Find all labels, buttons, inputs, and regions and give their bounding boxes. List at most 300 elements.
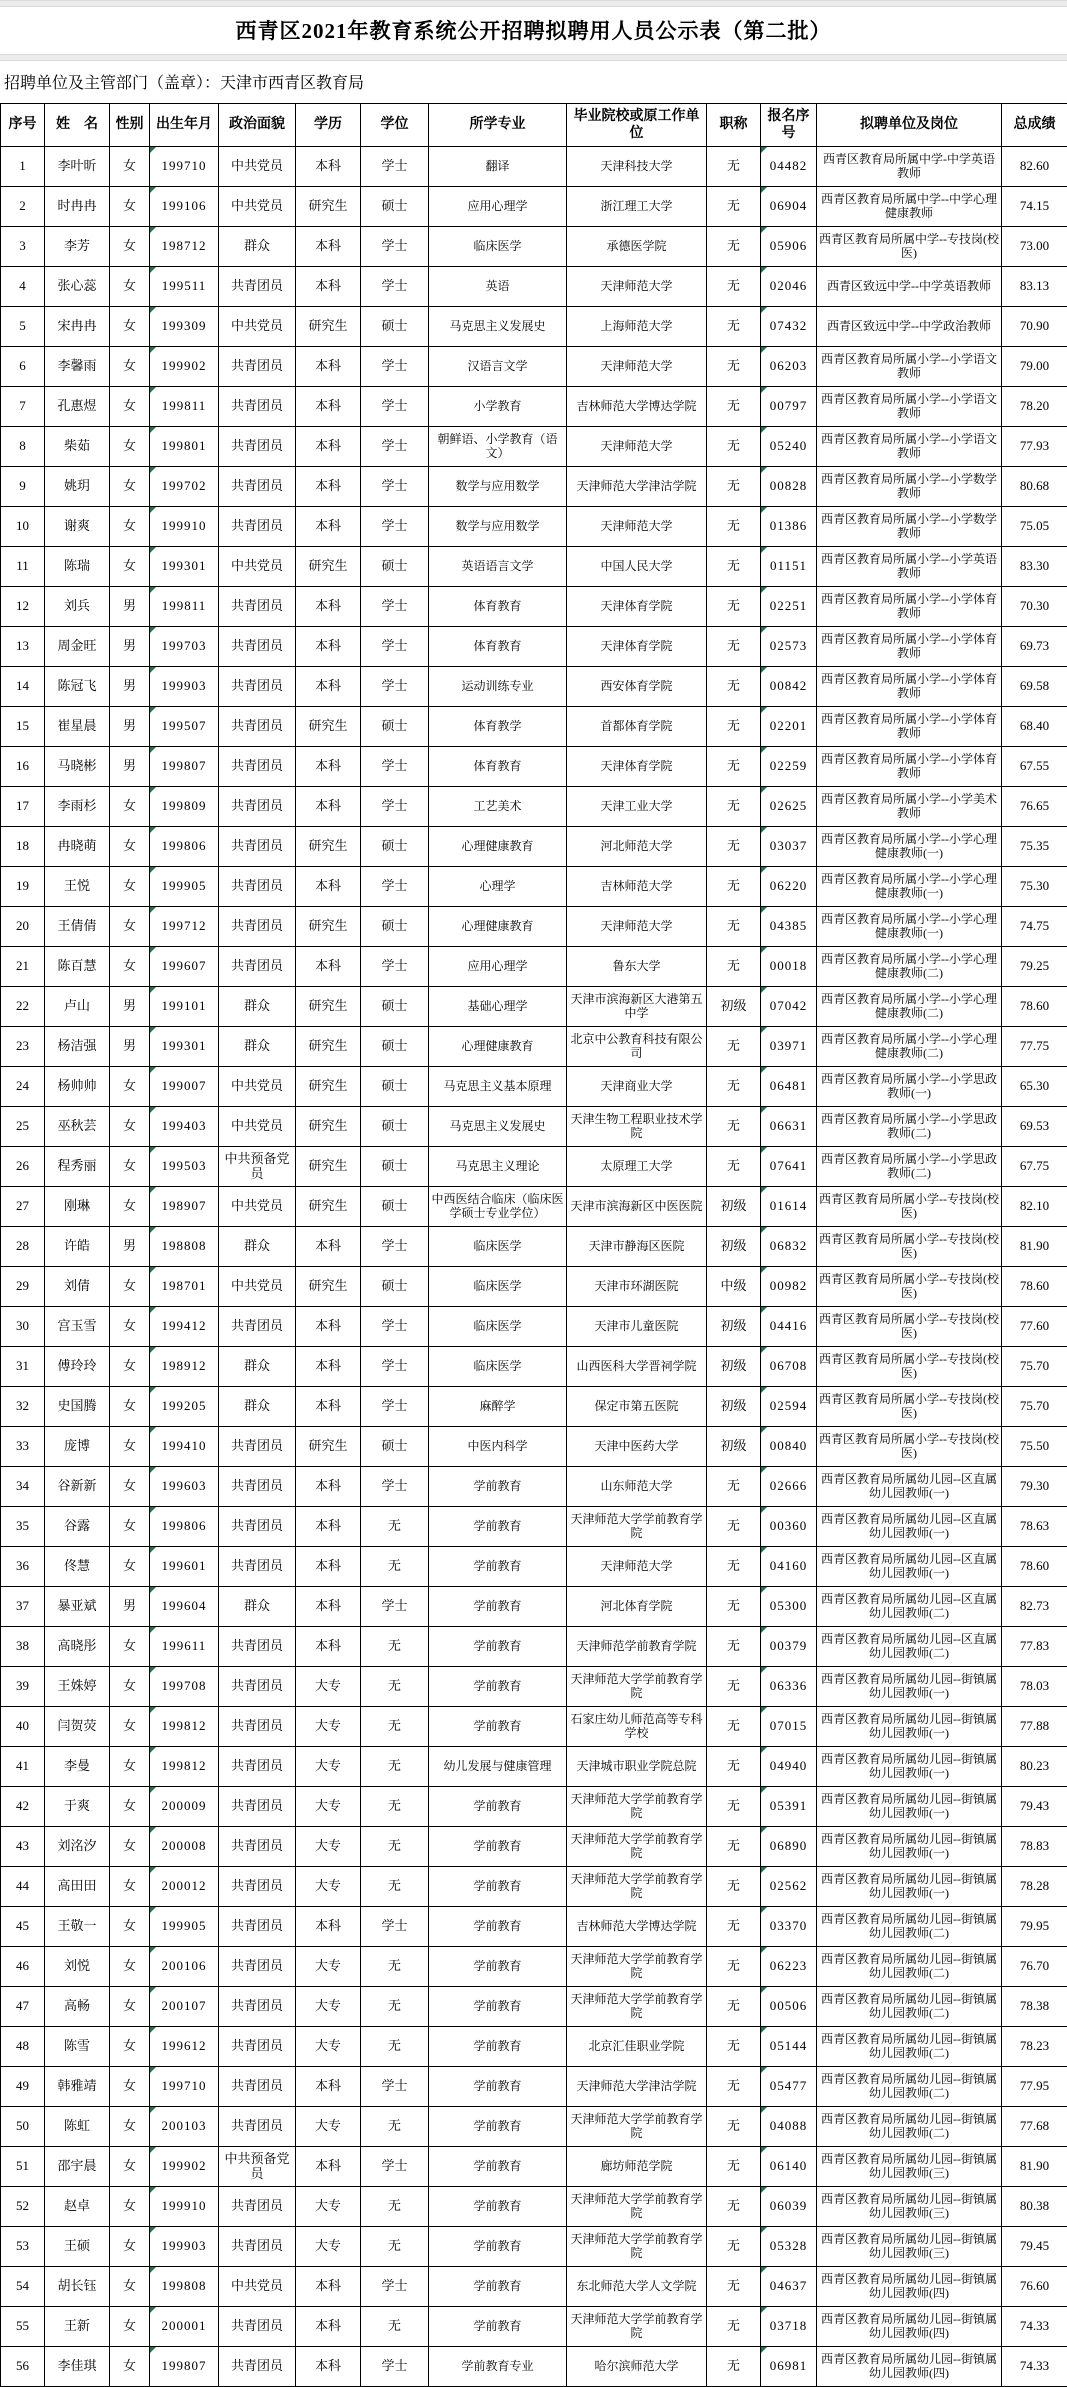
table-row — [1, 1587, 1067, 1627]
cell-degree: 学士 — [361, 2267, 429, 2307]
cell-school: 天津师范大学学前教育学院 — [567, 2227, 707, 2267]
page-title: 西青区2021年教育系统公开招聘拟聘用人员公示表（第二批） — [0, 7, 1067, 54]
cell-title: 无 — [707, 1867, 761, 1907]
cell-degree: 学士 — [361, 627, 429, 667]
cell-party: 共青团员 — [219, 2187, 296, 2227]
cell-degree: 无 — [361, 1747, 429, 1787]
cell-gender: 女 — [110, 2267, 150, 2307]
cell-serial: 05477 — [761, 2067, 817, 2107]
cell-position: 西青区教育局所属幼儿园--街镇属幼儿园教师(一) — [817, 1707, 1002, 1747]
cell-degree: 硕士 — [361, 1187, 429, 1227]
cell-gender: 女 — [110, 2187, 150, 2227]
cell-school: 太原理工大学 — [567, 1147, 707, 1187]
cell-position: 西青区教育局所属小学--小学美术教师 — [817, 787, 1002, 827]
cell-score: 67.75 — [1002, 1147, 1067, 1187]
table-row — [1, 227, 1067, 267]
cell-seq: 28 — [1, 1227, 45, 1267]
cell-degree: 硕士 — [361, 1427, 429, 1467]
cell-party: 群众 — [219, 1387, 296, 1427]
cell-gender: 女 — [110, 787, 150, 827]
cell-title: 无 — [707, 347, 761, 387]
column-header-gender: 性别 — [110, 104, 150, 147]
cell-name: 陈百慧 — [45, 947, 110, 987]
cell-title: 无 — [707, 267, 761, 307]
cell-party: 共青团员 — [219, 347, 296, 387]
cell-seq: 11 — [1, 547, 45, 587]
cell-title: 无 — [707, 1467, 761, 1507]
cell-gender: 女 — [110, 427, 150, 467]
cell-major: 学前教育 — [429, 1987, 567, 2027]
cell-education: 本科 — [296, 387, 361, 427]
cell-seq: 46 — [1, 1947, 45, 1987]
cell-serial: 02625 — [761, 787, 817, 827]
cell-degree: 学士 — [361, 427, 429, 467]
cell-serial: 06223 — [761, 1947, 817, 1987]
cell-party: 中共党员 — [219, 307, 296, 347]
cell-party: 共青团员 — [219, 1747, 296, 1787]
cell-birth: 199811 — [150, 587, 219, 627]
column-header-title: 职称 — [707, 104, 761, 147]
cell-score: 77.68 — [1002, 2107, 1067, 2147]
cell-score: 79.43 — [1002, 1787, 1067, 1827]
cell-position: 西青区教育局所属中学-中学英语教师 — [817, 147, 1002, 187]
cell-score: 79.25 — [1002, 947, 1067, 987]
cell-seq: 35 — [1, 1507, 45, 1547]
cell-name: 谢爽 — [45, 507, 110, 547]
cell-birth: 200103 — [150, 2107, 219, 2147]
cell-education: 本科 — [296, 227, 361, 267]
cell-title: 初级 — [707, 1347, 761, 1387]
table-row — [1, 1307, 1067, 1347]
table-row — [1, 707, 1067, 747]
cell-party: 群众 — [219, 1347, 296, 1387]
cell-seq: 32 — [1, 1387, 45, 1427]
table-row — [1, 2027, 1067, 2067]
cell-score: 79.45 — [1002, 2227, 1067, 2267]
cell-position: 西青区教育局所属小学--小学体育教师 — [817, 627, 1002, 667]
cell-gender: 女 — [110, 1667, 150, 1707]
cell-party: 中共党员 — [219, 1067, 296, 1107]
cell-name: 暴亚斌 — [45, 1587, 110, 1627]
cell-degree: 学士 — [361, 1387, 429, 1427]
cell-seq: 38 — [1, 1627, 45, 1667]
cell-position: 西青区教育局所属小学--专技岗(校医) — [817, 1307, 1002, 1347]
table-row — [1, 867, 1067, 907]
cell-major: 心理健康教育 — [429, 827, 567, 867]
cell-major: 学前教育 — [429, 2187, 567, 2227]
cell-gender: 女 — [110, 467, 150, 507]
table-row — [1, 1947, 1067, 1987]
cell-major: 朝鲜语、小学教育（语文） — [429, 427, 567, 467]
cell-education: 本科 — [296, 2347, 361, 2387]
cell-party: 中共预备党员 — [219, 2147, 296, 2187]
cell-birth: 199603 — [150, 1467, 219, 1507]
cell-seq: 12 — [1, 587, 45, 627]
cell-major: 马克思主义发展史 — [429, 307, 567, 347]
column-header-birth: 出生年月 — [150, 104, 219, 147]
cell-gender: 男 — [110, 1587, 150, 1627]
cell-party: 共青团员 — [219, 947, 296, 987]
cell-major: 汉语言文学 — [429, 347, 567, 387]
cell-title: 无 — [707, 867, 761, 907]
table-row — [1, 347, 1067, 387]
cell-score: 81.90 — [1002, 1227, 1067, 1267]
cell-party: 共青团员 — [219, 1667, 296, 1707]
cell-birth: 199905 — [150, 867, 219, 907]
cell-name: 王敬一 — [45, 1907, 110, 1947]
cell-serial: 05328 — [761, 2227, 817, 2267]
cell-degree: 学士 — [361, 2067, 429, 2107]
cell-serial: 06832 — [761, 1227, 817, 1267]
cell-title: 无 — [707, 2067, 761, 2107]
cell-gender: 女 — [110, 1507, 150, 1547]
cell-major: 英语 — [429, 267, 567, 307]
cell-position: 西青区教育局所属小学--小学语文教师 — [817, 347, 1002, 387]
cell-education: 研究生 — [296, 1267, 361, 1307]
cell-party: 共青团员 — [219, 1467, 296, 1507]
column-header-seq: 序号 — [1, 104, 45, 147]
cell-party: 中共党员 — [219, 187, 296, 227]
cell-serial: 05300 — [761, 1587, 817, 1627]
cell-major: 数学与应用数学 — [429, 467, 567, 507]
cell-score: 78.20 — [1002, 387, 1067, 427]
cell-birth: 199106 — [150, 187, 219, 227]
cell-name: 程秀丽 — [45, 1147, 110, 1187]
cell-education: 本科 — [296, 1627, 361, 1667]
cell-gender: 男 — [110, 987, 150, 1027]
cell-title: 无 — [707, 2267, 761, 2307]
table-row — [1, 2307, 1067, 2347]
cell-seq: 55 — [1, 2307, 45, 2347]
cell-degree: 硕士 — [361, 827, 429, 867]
table-row — [1, 187, 1067, 227]
cell-name: 史国腾 — [45, 1387, 110, 1427]
cell-name: 王新 — [45, 2307, 110, 2347]
cell-title: 无 — [707, 1587, 761, 1627]
cell-position: 西青区教育局所属小学--小学心理健康教师(一) — [817, 827, 1002, 867]
cell-serial: 03971 — [761, 1027, 817, 1067]
cell-title: 无 — [707, 2107, 761, 2147]
cell-birth: 199101 — [150, 987, 219, 1027]
cell-birth: 199703 — [150, 627, 219, 667]
cell-major: 学前教育 — [429, 1467, 567, 1507]
cell-title: 无 — [707, 1547, 761, 1587]
cell-degree: 无 — [361, 1667, 429, 1707]
cell-school: 首都体育学院 — [567, 707, 707, 747]
cell-seq: 27 — [1, 1187, 45, 1227]
cell-seq: 43 — [1, 1827, 45, 1867]
cell-birth: 199808 — [150, 2267, 219, 2307]
cell-title: 无 — [707, 827, 761, 867]
cell-title: 无 — [707, 2147, 761, 2187]
cell-title: 初级 — [707, 1187, 761, 1227]
table-row — [1, 667, 1067, 707]
cell-birth: 199710 — [150, 2067, 219, 2107]
cell-serial: 06904 — [761, 187, 817, 227]
cell-party: 共青团员 — [219, 667, 296, 707]
cell-school: 天津师范大学学前教育学院 — [567, 1827, 707, 1867]
cell-name: 崔星晨 — [45, 707, 110, 747]
table-row — [1, 1707, 1067, 1747]
cell-school: 天津市环湖医院 — [567, 1267, 707, 1307]
cell-score: 70.90 — [1002, 307, 1067, 347]
cell-name: 陈雪 — [45, 2027, 110, 2067]
cell-degree: 无 — [361, 1827, 429, 1867]
cell-major: 学前教育 — [429, 1827, 567, 1867]
cell-birth: 200008 — [150, 1827, 219, 1867]
column-header-degree: 学位 — [361, 104, 429, 147]
cell-school: 天津城市职业学院总院 — [567, 1747, 707, 1787]
cell-name: 刘洺汐 — [45, 1827, 110, 1867]
cell-school: 廊坊师范学院 — [567, 2147, 707, 2187]
cell-title: 无 — [707, 667, 761, 707]
cell-school: 天津体育学院 — [567, 587, 707, 627]
cell-major: 数学与应用数学 — [429, 507, 567, 547]
cell-degree: 硕士 — [361, 547, 429, 587]
cell-party: 共青团员 — [219, 2027, 296, 2067]
cell-education: 本科 — [296, 867, 361, 907]
cell-score: 75.50 — [1002, 1427, 1067, 1467]
cell-serial: 00506 — [761, 1987, 817, 2027]
cell-school: 天津师范大学学前教育学院 — [567, 2107, 707, 2147]
cell-score: 82.10 — [1002, 1187, 1067, 1227]
cell-name: 李曼 — [45, 1747, 110, 1787]
cell-serial: 04160 — [761, 1547, 817, 1587]
cell-score: 75.70 — [1002, 1387, 1067, 1427]
cell-title: 无 — [707, 147, 761, 187]
cell-education: 大专 — [296, 1987, 361, 2027]
cell-birth: 199806 — [150, 1507, 219, 1547]
cell-birth: 199910 — [150, 2187, 219, 2227]
table-row — [1, 907, 1067, 947]
cell-title: 无 — [707, 187, 761, 227]
cell-education: 本科 — [296, 347, 361, 387]
cell-title: 无 — [707, 947, 761, 987]
table-row — [1, 1867, 1067, 1907]
cell-school: 天津师范大学 — [567, 267, 707, 307]
cell-party: 中共党员 — [219, 1267, 296, 1307]
cell-position: 西青区教育局所属中学--专技岗(校医) — [817, 227, 1002, 267]
cell-gender: 女 — [110, 1827, 150, 1867]
cell-position: 西青区教育局所属小学--专技岗(校医) — [817, 1187, 1002, 1227]
cell-position: 西青区教育局所属小学--小学思政教师(二) — [817, 1147, 1002, 1187]
cell-school: 浙江理工大学 — [567, 187, 707, 227]
cell-party: 共青团员 — [219, 1627, 296, 1667]
cell-position: 西青区教育局所属幼儿园--街镇属幼儿园教师(一) — [817, 1867, 1002, 1907]
cell-party: 中共党员 — [219, 547, 296, 587]
cell-serial: 02666 — [761, 1467, 817, 1507]
cell-gender: 女 — [110, 947, 150, 987]
cell-title: 无 — [707, 707, 761, 747]
cell-birth: 200009 — [150, 1787, 219, 1827]
cell-education: 大专 — [296, 2027, 361, 2067]
cell-position: 西青区教育局所属小学--专技岗(校医) — [817, 1227, 1002, 1267]
cell-seq: 47 — [1, 1987, 45, 2027]
cell-serial: 02562 — [761, 1867, 817, 1907]
cell-name: 马晓彬 — [45, 747, 110, 787]
cell-name: 刚琳 — [45, 1187, 110, 1227]
cell-seq: 42 — [1, 1787, 45, 1827]
cell-title: 无 — [707, 1827, 761, 1867]
cell-score: 80.68 — [1002, 467, 1067, 507]
cell-school: 天津师范大学学前教育学院 — [567, 1667, 707, 1707]
cell-serial: 04416 — [761, 1307, 817, 1347]
cell-position: 西青区教育局所属幼儿园--街镇属幼儿园教师(一) — [817, 1747, 1002, 1787]
table-row — [1, 2107, 1067, 2147]
cell-degree: 硕士 — [361, 987, 429, 1027]
table-row — [1, 1427, 1067, 1467]
cell-degree: 学士 — [361, 467, 429, 507]
cell-major: 应用心理学 — [429, 187, 567, 227]
cell-seq: 39 — [1, 1667, 45, 1707]
cell-name: 李芳 — [45, 227, 110, 267]
cell-serial: 01151 — [761, 547, 817, 587]
cell-name: 李佳琪 — [45, 2347, 110, 2387]
cell-score: 78.03 — [1002, 1667, 1067, 1707]
cell-gender: 男 — [110, 667, 150, 707]
cell-school: 中国人民大学 — [567, 547, 707, 587]
cell-education: 本科 — [296, 1307, 361, 1347]
column-header-name: 姓 名 — [45, 104, 110, 147]
cell-seq: 54 — [1, 2267, 45, 2307]
cell-seq: 37 — [1, 1587, 45, 1627]
cell-birth: 199807 — [150, 2347, 219, 2387]
cell-score: 83.13 — [1002, 267, 1067, 307]
cell-birth: 198907 — [150, 1187, 219, 1227]
table-row — [1, 947, 1067, 987]
cell-title: 初级 — [707, 1427, 761, 1467]
cell-serial: 06981 — [761, 2347, 817, 2387]
cell-title: 无 — [707, 1067, 761, 1107]
cell-party: 群众 — [219, 1227, 296, 1267]
cell-title: 无 — [707, 1907, 761, 1947]
recruiting-unit-line: 招聘单位及主管部门（盖章）：天津市西青区教育局 — [0, 61, 1067, 103]
cell-title: 无 — [707, 2027, 761, 2067]
cell-school: 北京中公教育科技有限公司 — [567, 1027, 707, 1067]
cell-gender: 女 — [110, 1547, 150, 1587]
cell-score: 77.93 — [1002, 427, 1067, 467]
cell-major: 学前教育 — [429, 2307, 567, 2347]
cell-seq: 52 — [1, 2187, 45, 2227]
cell-title: 无 — [707, 2227, 761, 2267]
cell-major: 学前教育 — [429, 2107, 567, 2147]
cell-score: 78.60 — [1002, 1267, 1067, 1307]
column-header-school: 毕业院校或原工作单位 — [567, 104, 707, 147]
cell-birth: 199007 — [150, 1067, 219, 1107]
cell-seq: 24 — [1, 1067, 45, 1107]
cell-gender: 女 — [110, 2227, 150, 2267]
cell-party: 共青团员 — [219, 587, 296, 627]
cell-party: 共青团员 — [219, 1827, 296, 1867]
cell-position: 西青区教育局所属幼儿园--区直属幼儿园教师(二) — [817, 1627, 1002, 1667]
cell-position: 西青区教育局所属幼儿园--街镇属幼儿园教师(二) — [817, 2107, 1002, 2147]
cell-degree: 硕士 — [361, 307, 429, 347]
cell-education: 本科 — [296, 2067, 361, 2107]
cell-position: 西青区教育局所属幼儿园--街镇属幼儿园教师(二) — [817, 1907, 1002, 1947]
cell-degree: 无 — [361, 1547, 429, 1587]
cell-birth: 199507 — [150, 707, 219, 747]
cell-gender: 女 — [110, 867, 150, 907]
cell-birth: 199710 — [150, 147, 219, 187]
table-row — [1, 1467, 1067, 1507]
cell-score: 78.63 — [1002, 1507, 1067, 1547]
cell-position: 西青区教育局所属幼儿园--街镇属幼儿园教师(二) — [817, 1987, 1002, 2027]
cell-gender: 女 — [110, 1747, 150, 1787]
cell-seq: 18 — [1, 827, 45, 867]
cell-serial: 00842 — [761, 667, 817, 707]
cell-title: 无 — [707, 427, 761, 467]
cell-title: 无 — [707, 1707, 761, 1747]
cell-school: 天津师范大学学前教育学院 — [567, 2187, 707, 2227]
cell-major: 学前教育 — [429, 1867, 567, 1907]
cell-position: 西青区教育局所属中学--中学心理健康教师 — [817, 187, 1002, 227]
cell-name: 宋冉冉 — [45, 307, 110, 347]
cell-serial: 03370 — [761, 1907, 817, 1947]
cell-score: 78.23 — [1002, 2027, 1067, 2067]
cell-serial: 00360 — [761, 1507, 817, 1547]
cell-seq: 45 — [1, 1907, 45, 1947]
cell-gender: 女 — [110, 1467, 150, 1507]
cell-score: 77.83 — [1002, 1627, 1067, 1667]
cell-serial: 00828 — [761, 467, 817, 507]
table-row — [1, 1147, 1067, 1187]
cell-serial: 07042 — [761, 987, 817, 1027]
cell-degree: 学士 — [361, 1907, 429, 1947]
cell-school: 天津师范大学 — [567, 907, 707, 947]
cell-school: 吉林师范大学博达学院 — [567, 1907, 707, 1947]
cell-score: 74.75 — [1002, 907, 1067, 947]
cell-education: 本科 — [296, 427, 361, 467]
cell-party: 共青团员 — [219, 867, 296, 907]
cell-title: 无 — [707, 627, 761, 667]
cell-major: 小学教育 — [429, 387, 567, 427]
cell-degree: 硕士 — [361, 1107, 429, 1147]
cell-score: 75.70 — [1002, 1347, 1067, 1387]
cell-major: 学前教育 — [429, 1507, 567, 1547]
cell-major: 学前教育 — [429, 1907, 567, 1947]
cell-title: 无 — [707, 467, 761, 507]
cell-seq: 7 — [1, 387, 45, 427]
cell-degree: 学士 — [361, 1307, 429, 1347]
cell-party: 共青团员 — [219, 2107, 296, 2147]
cell-score: 70.30 — [1002, 587, 1067, 627]
cell-education: 本科 — [296, 1907, 361, 1947]
cell-seq: 9 — [1, 467, 45, 507]
cell-major: 心理健康教育 — [429, 1027, 567, 1067]
cell-score: 82.60 — [1002, 147, 1067, 187]
cell-gender: 女 — [110, 267, 150, 307]
cell-party: 共青团员 — [219, 2347, 296, 2387]
cell-education: 本科 — [296, 2267, 361, 2307]
cell-serial: 00379 — [761, 1627, 817, 1667]
cell-school: 哈尔滨师范大学 — [567, 2347, 707, 2387]
cell-degree: 学士 — [361, 507, 429, 547]
cell-degree: 学士 — [361, 347, 429, 387]
cell-birth: 199812 — [150, 1707, 219, 1747]
cell-serial: 06631 — [761, 1107, 817, 1147]
cell-school: 上海师范大学 — [567, 307, 707, 347]
cell-party: 中共党员 — [219, 2267, 296, 2307]
cell-title: 无 — [707, 1747, 761, 1787]
cell-score: 75.30 — [1002, 867, 1067, 907]
cell-position: 西青区教育局所属小学--专技岗(校医) — [817, 1427, 1002, 1467]
cell-school: 天津师范大学 — [567, 347, 707, 387]
cell-degree: 学士 — [361, 387, 429, 427]
cell-birth: 199301 — [150, 1027, 219, 1067]
cell-name: 刘悦 — [45, 1947, 110, 1987]
cell-title: 无 — [707, 907, 761, 947]
cell-seq: 17 — [1, 787, 45, 827]
